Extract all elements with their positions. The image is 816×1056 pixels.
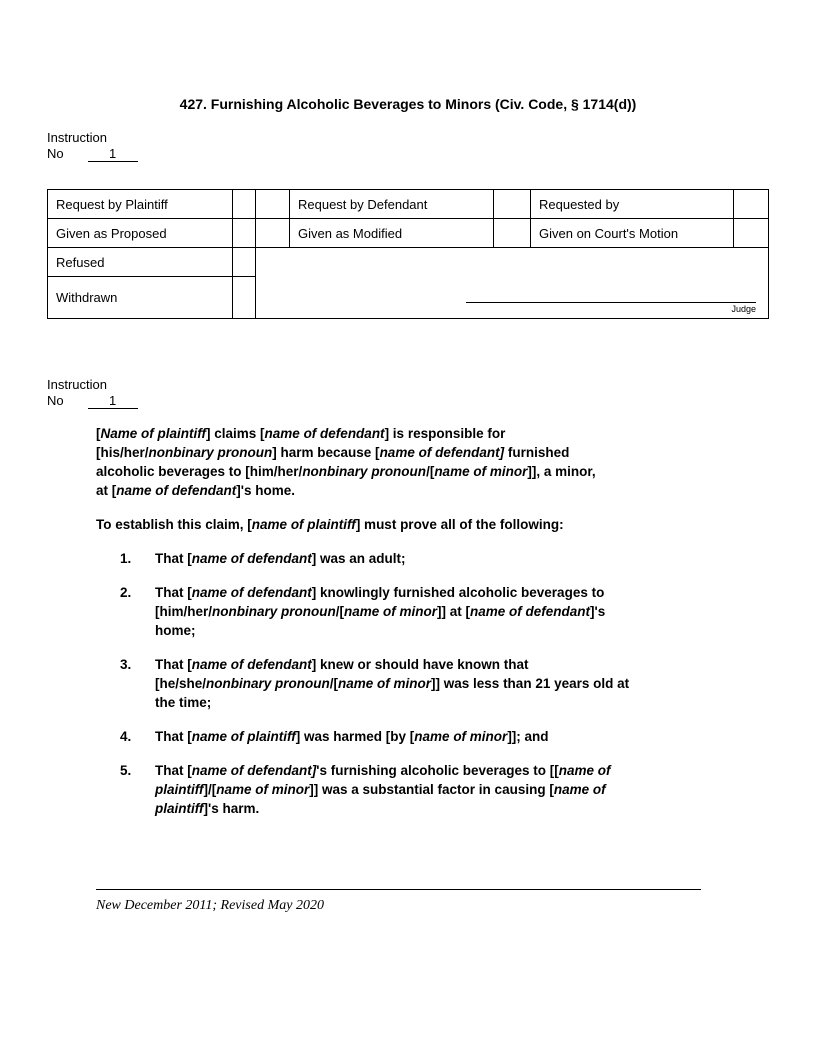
list-item-1 (96, 549, 726, 568)
checkbox-cell-request-by-plaintiff (233, 190, 256, 219)
instruction-number-blank (88, 147, 138, 162)
list-item-number: 3. (120, 657, 132, 672)
footer-revision-note: New December 2011; Revised May 2020 (96, 898, 324, 913)
cell-request-by-defendant: Request by Defendant (290, 190, 494, 219)
page-footer (96, 889, 701, 914)
list-item-text: That [name of defendant] was an adult; (155, 551, 406, 566)
list-item-number: 5. (120, 763, 132, 778)
list-item-number: 1. (120, 551, 132, 566)
list-item-text: That [name of defendant]'s furnishing alcoholic beverages to [[name of plaintiff]/[name of minor]] was a substantial factor in causing [name of plaintiff]'s harm. (155, 763, 611, 816)
checkbox-cell-request-by-defendant (494, 190, 531, 219)
cell-request-by-plaintiff: Request by Plaintiff (48, 190, 233, 219)
list-item-3 (96, 655, 726, 712)
list-item-text: That [name of defendant] knew or should have known that [he/she/nonbinary pronoun/[name of minor]] was less than 21 years old at the time; (155, 657, 630, 710)
cell-requested-by: Requested by (531, 190, 734, 219)
checkbox-cell-given-on-courts-motion (734, 219, 769, 248)
judge-signature-cell (256, 248, 769, 319)
cell-withdrawn: Withdrawn (48, 277, 233, 319)
checkbox-cell-given-as-proposed (233, 219, 256, 248)
instruction-label: Instruction (47, 377, 107, 392)
judge-label: Judge (731, 304, 756, 314)
page-title: 427. Furnishing Alcoholic Beverages to Minors (Civ. Code, § 1714(d)) (179, 96, 637, 112)
spacer-cell (256, 219, 290, 248)
list-item-4 (96, 727, 726, 746)
checkbox-cell-given-as-modified (494, 219, 531, 248)
instruction-number-value: 1 (109, 393, 117, 408)
instruction-label: Instruction (47, 130, 107, 145)
no-label: No (47, 146, 64, 161)
instruction-no-row (47, 393, 138, 409)
instruction-number-block-body (47, 377, 138, 409)
list-item-text: That [name of plaintiff] was harmed [by [name of minor]]; and (155, 729, 549, 744)
list-item-2 (96, 583, 726, 640)
list-item-number: 2. (120, 585, 132, 600)
checkbox-cell-refused (233, 248, 256, 277)
instruction-number-block-top (47, 130, 138, 162)
cell-refused: Refused (48, 248, 233, 277)
paragraph-prove-intro: To establish this claim, [name of plaintiff] must prove all of the following: (96, 517, 564, 532)
instruction-number-value: 1 (109, 146, 117, 161)
list-item-text: That [name of defendant] knowlingly furnished alcoholic beverages to [him/her/nonbinary pronoun/[name of minor]] at [name of defendant]'s home; (155, 585, 606, 638)
cell-given-as-modified: Given as Modified (290, 219, 494, 248)
paragraph-claim-intro: [Name of plaintiff] claims [name of defendant] is responsible for [his/her/nonbinary pronoun] harm because [name of defendant] furnished alcoholic beverages to [him/her/nonbinary pronoun/[name of minor]], a minor, at [name of defendant]'s home. (96, 426, 596, 498)
list-item-5 (96, 761, 726, 818)
footer-rule (96, 889, 701, 890)
no-label: No (47, 393, 64, 408)
instruction-no-row (47, 146, 138, 162)
disposition-table (47, 189, 769, 319)
checkbox-cell-requested-by (734, 190, 769, 219)
instruction-number-blank (88, 394, 138, 409)
list-item-number: 4. (120, 729, 132, 744)
cell-given-as-proposed: Given as Proposed (48, 219, 233, 248)
checkbox-cell-withdrawn (233, 277, 256, 319)
judge-signature-line (466, 302, 756, 315)
spacer-cell (256, 190, 290, 219)
instruction-body (96, 424, 726, 833)
cell-given-on-courts-motion: Given on Court's Motion (531, 219, 734, 248)
